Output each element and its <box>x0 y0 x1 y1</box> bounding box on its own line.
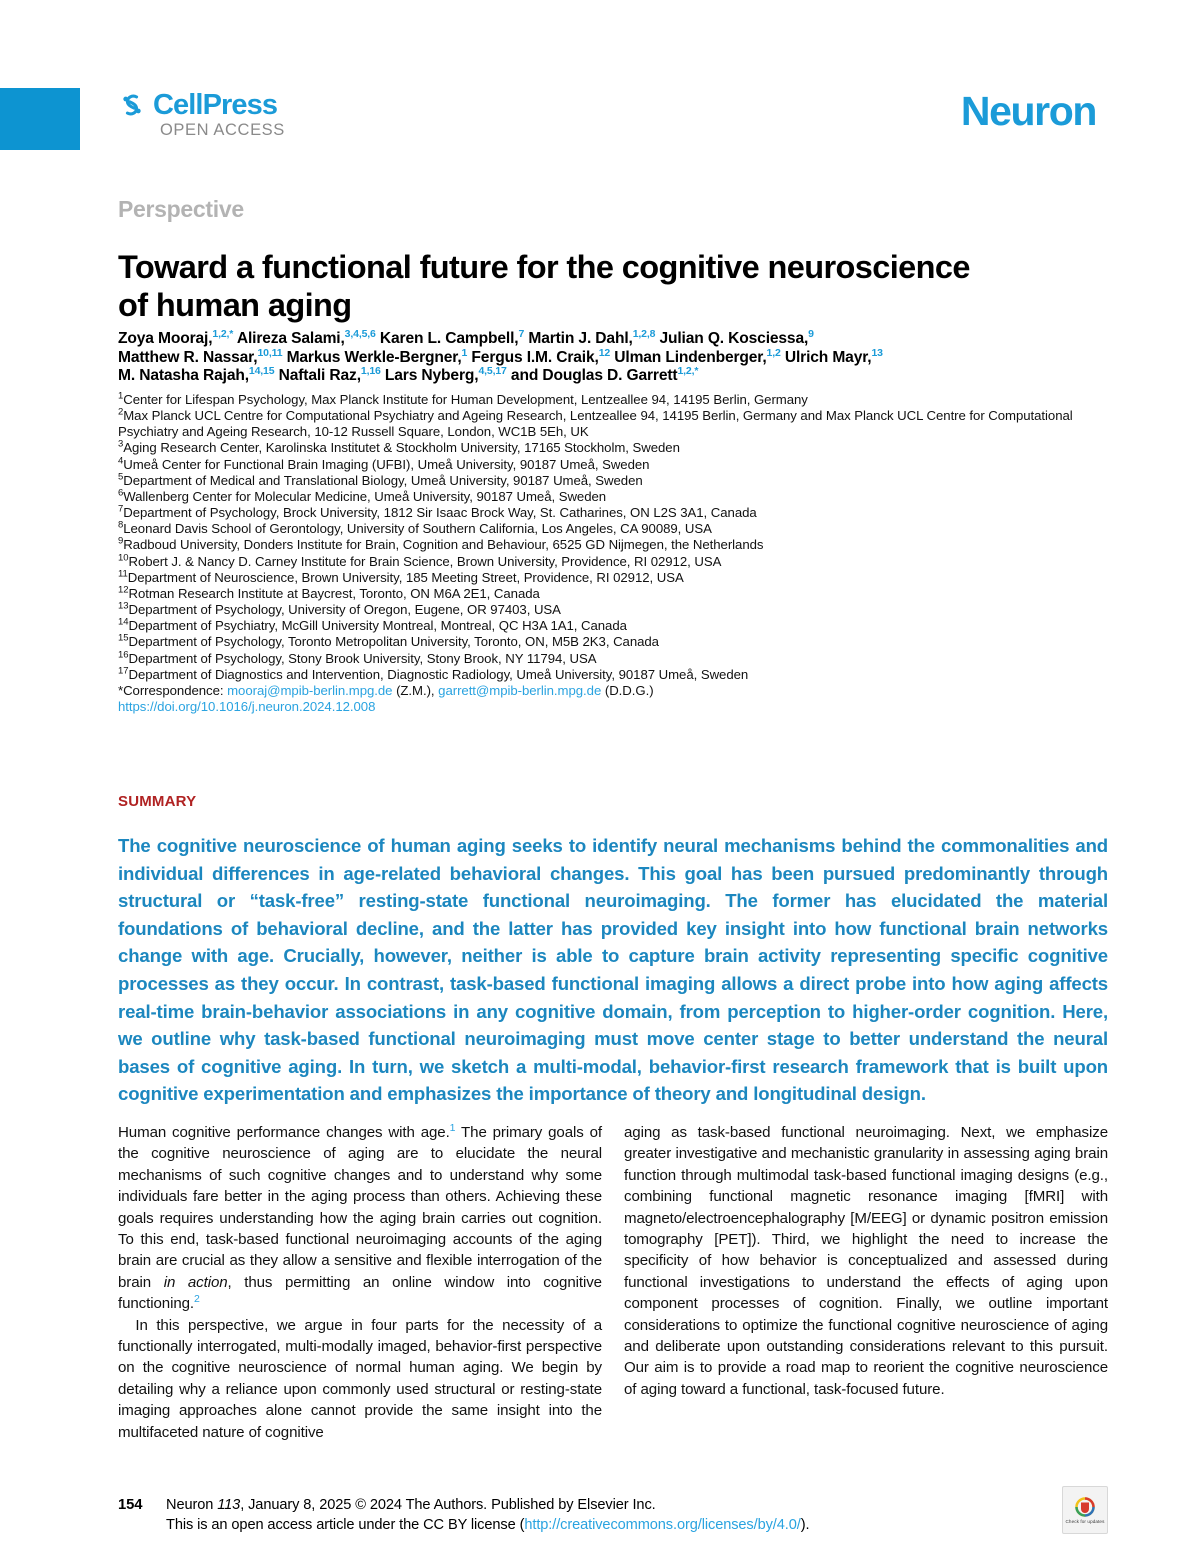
author-line: Matthew R. Nassar,$^{10,11}$ Markus Werkle-Bergner,$^1$ Fergus I.M. Craik,$^{12}$ Ulman Lindenberger,$^{1,2}$ Ulrich Mayr,$^{13}$ <box>118 346 883 366</box>
affiliation-item: $^7$Department of Psychology, Brock University, 1812 Sir Isaac Brock Way, St. Catharines, ON L2S 3A1, Canada <box>118 503 757 521</box>
summary-heading: SUMMARY <box>118 793 197 810</box>
page-title: Toward a functional future for the cognitive neuroscience of human aging <box>118 248 970 323</box>
affiliation-item: $^{16}$Department of Psychology, Stony Brook University, Stony Brook, NY 11794, USA <box>118 649 597 666</box>
author-list <box>118 327 1108 386</box>
affiliation-item: *Correspondence: mooraj@mpib-berlin.mpg.de (Z.M.), garrett@mpib-berlin.mpg.de (D.D.G.) <box>118 682 654 698</box>
cellpress-chainlink-icon <box>118 91 146 119</box>
body-paragraph: In this perspective, we argue in four parts for the necessity of a functionally interrogated, multi-modally imaged, behavior-first perspective on the cognitive neuroscience of normal human aging. We begin by detailing why a reliance upon commonly used structural or resting-state imaging approaches alone cannot provide the same insight into the multifaceted nature of cognitive <box>118 1316 602 1441</box>
affiliation-item: $^{14}$Department of Psychiatry, McGill University Montreal, Montreal, QC H3A 1A1, Canada <box>118 616 627 634</box>
affiliation-item: $^{10}$Robert J. & Nancy D. Carney Institute for Brain Science, Brown University, Providence, RI 02912, USA <box>118 552 722 569</box>
summary-text: The cognitive neuroscience of human aging seeks to identify neural mechanisms behind the commonalities and individual differences in age-related behavioral changes. This goal has been pursued predominantly through structural or “task-free” resting-state functional neuroimaging. The former has elucidated the material foundations of behavioral decline, and the latter has provided key insight into how functional brain networks change with age. Crucially, however, neither is able to capture brain activity representing specific cognitive processes as they occur. In contrast, task-based functional imaging allows a direct probe into how aging affects real-time brain-behavior associations in any cognitive domain, from perception to higher-order cognition. Here, we outline why task-based functional neuroimaging must move center stage to better understand the neural bases of cognitive aging. In turn, we sketch a multi-modal, behavior-first research framework that is built upon cognitive experimentation and emphasizes the importance of theory and longitudinal design. <box>118 835 1108 1105</box>
body-columns <box>118 1122 1108 1443</box>
crossmark-label: Check for updates <box>1065 1519 1105 1525</box>
footer-citation-line: Neuron 113, January 8, 2025 © 2024 The Authors. Published by Elsevier Inc. <box>166 1497 656 1513</box>
body-column-right <box>624 1122 1108 1443</box>
affiliation-item: $^{17}$Department of Diagnostics and Intervention, Diagnostic Radiology, Umeå University, 90187 Umeå, Sweden <box>118 665 749 682</box>
affiliation-item: $^1$Center for Lifespan Psychology, Max Planck Institute for Human Development, Lentzeallee 94, 14195 Berlin, Germany <box>118 390 808 407</box>
masthead <box>0 88 1200 152</box>
journal-title: Neuron <box>960 88 1096 134</box>
affiliation-item: $^9$Radboud University, Donders Institute for Brain, Cognition and Behaviour, 6525 GD Nijmegen, the Netherlands <box>118 536 764 553</box>
affiliation-item: $^{13}$Department of Psychology, University of Oregon, Eugene, OR 97403, USA <box>118 600 561 618</box>
affiliation-item: https://doi.org/10.1016/j.neuron.2024.12.008 <box>118 698 376 714</box>
crossmark-check-for-updates-badge[interactable] <box>1062 1486 1108 1534</box>
affiliation-item: $^8$Leonard Davis School of Gerontology, University of Southern California, Los Angeles, CA 90089, USA <box>118 519 712 537</box>
affiliation-item: $^5$Department of Medical and Translational Biology, Umeå University, 90187 Umeå, Sweden <box>118 471 643 488</box>
author-line: Zoya Mooraj,$^{1,2,*}$ Alireza Salami,$^{3,4,5,6}$ Karen L. Campbell,$^7$ Martin J. Dahl,$^{1,2,8}$ Julian Q. Kosciessa,$^9$ <box>118 327 814 347</box>
affiliation-list <box>118 392 1108 715</box>
body-column-left <box>118 1122 602 1443</box>
affiliation-item: $^6$Wallenberg Center for Molecular Medicine, Umeå University, 90187 Umeå, Sweden <box>118 487 607 504</box>
affiliation-item: $^{12}$Rotman Research Institute at Baycrest, Toronto, ON M6A 2E1, Canada <box>118 584 540 601</box>
cellpress-logo[interactable] <box>118 90 418 139</box>
body-paragraph: Human cognitive performance changes with age.$^1$ The primary goals of the cognitive neuroscience of aging are to elucidate the neural mechanisms of such cognitive changes and to understand why some individuals fare better in the aging process than others. Achieving these goals requires understanding how the aging brain carries out cognition. To this end, task-based functional neuroimaging accounts of the aging brain are crucial as they allow a sensitive and flexible interrogation of the brain in action, thus permitting an online window into cognitive functioning.$^2$ <box>118 1121 602 1313</box>
open-access-label: OPEN ACCESS <box>160 121 285 139</box>
cellpress-wordmark: CellPress <box>153 89 278 121</box>
page-footer <box>118 1496 1108 1535</box>
affiliation-item: $^2$Max Planck UCL Centre for Computational Psychiatry and Ageing Research, Lentzeallee 94, 14195 Berlin, Germany and Max Planck UCL Centre for Computational Psychiatry and Ageing Research, 10-12 Russell Square, London, WC1B 5Eh, UK <box>118 406 1073 440</box>
article-type-kicker: Perspective <box>118 196 244 222</box>
affiliation-item: $^{11}$Department of Neuroscience, Brown University, 185 Meeting Street, Providence, RI 02912, USA <box>118 568 684 585</box>
crossmark-icon <box>1075 1497 1095 1517</box>
affiliation-item: $^{15}$Department of Psychology, Toronto Metropolitan University, Toronto, ON, M5B 2K3, Canada <box>118 632 659 650</box>
page-number: 154 <box>118 1497 143 1513</box>
affiliation-item: $^3$Aging Research Center, Karolinska Institutet & Stockholm University, 17165 Stockholm, Sweden <box>118 439 680 456</box>
author-line: M. Natasha Rajah,$^{14,15}$ Naftali Raz,$^{1,16}$ Lars Nyberg,$^{4,5,17}$ and Douglas D. Garrett$^{1,2,*}$ <box>118 365 699 385</box>
body-paragraph: aging as task-based functional neuroimaging. Next, we emphasize greater investigative and mechanistic granularity in assessing aging brain function through multimodal task-based functional imaging designs (e.g., combining functional magnetic resonance imaging [fMRI] with magneto/electroencephalography [M/EEG] or dynamic positron emission tomography [PET]). Third, we highlight the need to increase the specificity of how behavior is conceptualized and assessed during functional investigations to understand the effects of aging upon component processes of cognition. Finally, we outline important considerations to optimize the functional cognitive neuroscience of aging and deliberate upon outstanding considerations relevant to this pursuit. Our aim is to provide a road map to reorient the cognitive neuroscience of aging toward a functional, task-focused future. <box>624 1124 1108 1398</box>
affiliation-item: $^4$Umeå Center for Functional Brain Imaging (UFBI), Umeå University, 90187 Umeå, Sweden <box>118 455 650 472</box>
footer-license-line: This is an open access article under the CC BY license (http://creativecommons.org/licenses/by/4.0/). <box>166 1516 810 1533</box>
brand-accent-bar <box>0 88 80 150</box>
